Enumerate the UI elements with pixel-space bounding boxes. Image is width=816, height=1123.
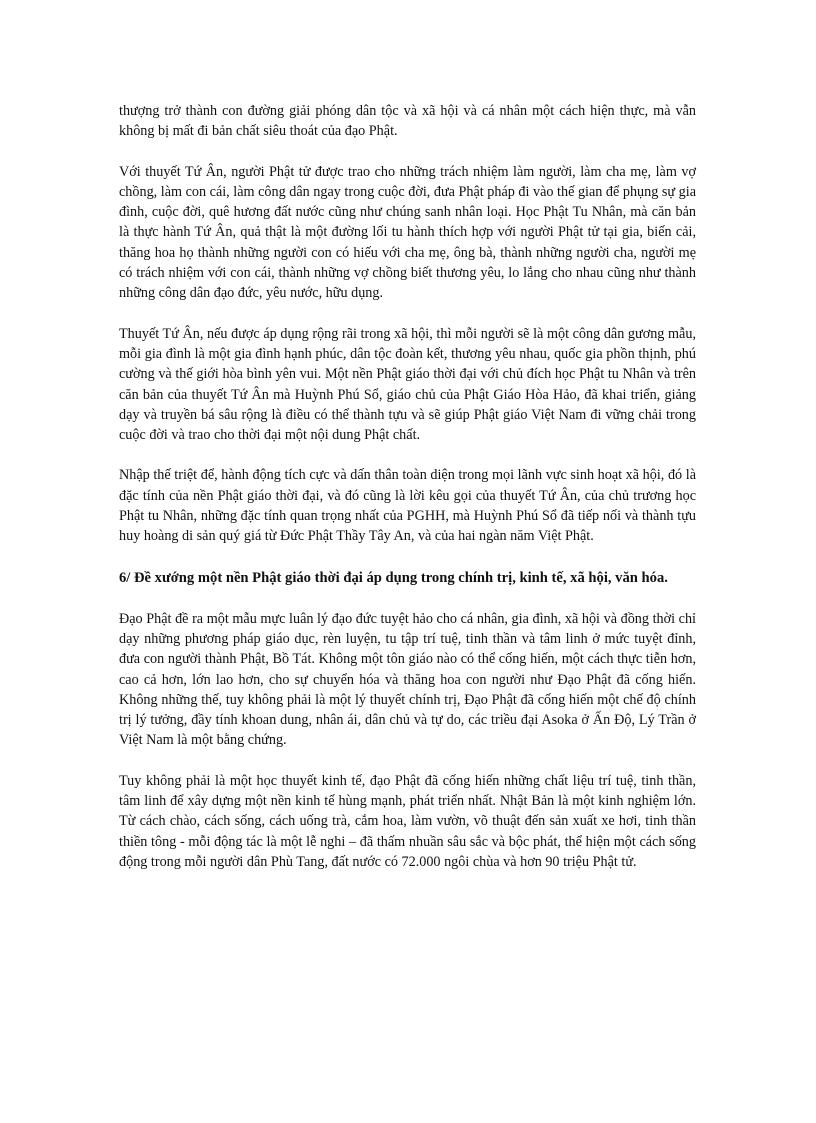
paragraph-tu-an-society: Thuyết Tứ Ân, nếu được áp dụng rộng rãi trong xã hội, thì mỗi người sẽ là một công dân gương mẫu, mỗi gia đình là một gia đình hạnh phúc, dân tộc đoàn kết, thương yêu nhau, quốc gia phồn thịnh, phú cường và thế giới hòa bình yên vui. Một nền Phật giáo thời đại với chủ đích học Phật tu Nhân và trên căn bản của thuyết Tứ Ân mà Huỳnh Phú Sổ, giáo chủ của Phật Giáo Hòa Hảo, đã khai triển, giảng dạy và truyền bá sâu rộng là điều có thể thành tựu và sẽ giúp Phật giáo Việt Nam đi vững chải trong cuộc đời và trao cho thời đại một nội dung Phật chất.: [119, 325, 696, 444]
paragraph-economy-japan: Tuy không phải là một học thuyết kinh tế, đạo Phật đã cống hiến những chất liệu trí tuệ, tinh thần, tâm linh để xây dựng một nền kinh tế hùng mạnh, phát triển nhất. Nhật Bản là một kinh nghiệm lớn. Từ cách chào, cách sống, cách uống trà, cắm hoa, làm vườn, võ thuật đến sản xuất xe hơi, tinh thần thiền tông - mỗi động tác là một lễ nghi – đã thấm nhuần sâu sắc và bộc phát, thể hiện một cách sống động trong mỗi người dân Phù Tang, đất nước có 72.000 ngôi chùa và hơn 90 triệu Phật tử.: [119, 772, 696, 870]
paragraph-ethics-politics: Đạo Phật đề ra một mẫu mực luân lý đạo đức tuyệt hảo cho cá nhân, gia đình, xã hội và đồng thời chỉ dạy những phương pháp giáo dục, rèn luyện, tu tập trí tuệ, tinh thần và tâm linh ở mức tuyệt đỉnh, đưa con người thành Phật, Bồ Tát. Không một tôn giáo nào có thể cống hiến, một cách thực tiễn hơn, cao cả hơn, lớn lao hơn, cho sự chuyển hóa và thăng hoa con người như Đạo Phật đã cống hiến. Không những thế, tuy không phải là một lý thuyết chính trị, Đạo Phật đã cống hiến một chế độ chính trị lý tưởng, đầy tính khoan dung, nhân ái, dân chủ và tự do, các triều đại Asoka ở Ấn Độ, Lý Trần ở Việt Nam là một bằng chứng.: [119, 610, 696, 749]
paragraph-engagement: Nhập thế triệt để, hành động tích cực và dấn thân toàn diện trong mọi lãnh vực sinh hoạt xã hội, đó là đặc tính của nền Phật giáo thời đại, và đó cũng là lời kêu gọi của thuyết Tứ Ân, của chủ trương học Phật tu Nhân, những đặc tính quan trọng nhất của PGHH, mà Huỳnh Phú Sổ đã tiếp nối và thành tựu huy hoàng di sản quý giá từ Đức Phật Thầy Tây An, và của hai ngàn năm Việt Phật.: [119, 467, 696, 545]
paragraph-liberation: thượng trở thành con đường giải phóng dân tộc và xã hội và cá nhân một cách hiện thực, mà vẫn không bị mất đi bản chất siêu thoát của đạo Phật.: [119, 103, 696, 140]
section-heading-6: 6/ Đề xướng một nền Phật giáo thời đại áp dụng trong chính trị, kinh tế, xã hội, văn hóa.: [119, 569, 668, 586]
paragraph-tu-an-duties: Với thuyết Tứ Ân, người Phật tử được trao cho những trách nhiệm làm người, làm cha mẹ, làm vợ chồng, làm con cái, làm công dân ngay trong cuộc đời, đưa Phật pháp đi vào thế gian để phụng sự gia đình, cuộc đời, quê hương đất nước cũng như chúng sanh nhân loại. Học Phật Tu Nhân, mà căn bản là thực hành Tứ Ân, quả thật là một đường lối tu hành thích hợp với người Phật tử tại gia, biến cải, thăng hoa họ thành những người con có hiếu với cha mẹ, ông bà, thành những người cha, người mẹ có trách nhiệm với con cái, thành những vợ chồng biết thương yêu, lo lắng cho nhau cũng như thành những công dân đạo đức, yêu nước, hữu dụng.: [119, 163, 696, 302]
document-page: [119, 101, 696, 892]
